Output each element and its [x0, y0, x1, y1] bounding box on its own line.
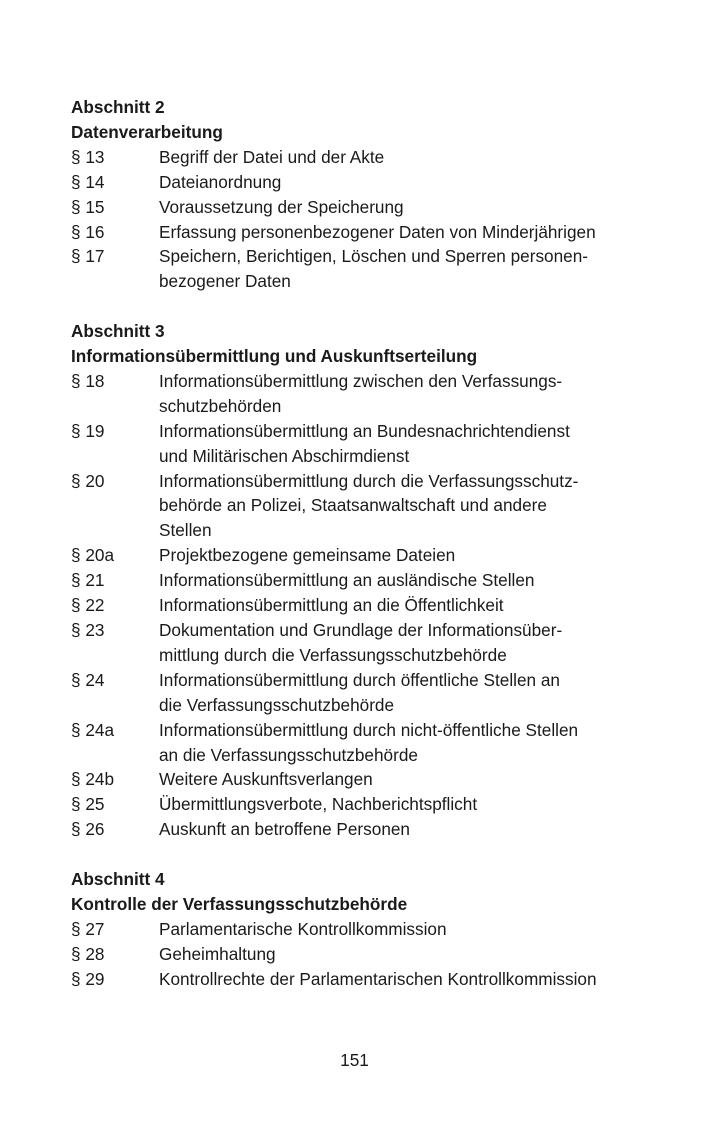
- toc-entry: [71, 369, 651, 419]
- paragraph-title: Informationsübermittlung an Bundesnachrichtendienst und Militärischen Abschirmdienst: [159, 420, 570, 466]
- paragraph-title: Weitere Auskunftsverlangen: [159, 769, 373, 790]
- paragraph-title: Informationsübermittlung zwischen den Verfassungs- schutzbehörden: [159, 370, 563, 416]
- paragraph-title: Projektbezogene gemeinsame Dateien: [159, 545, 456, 566]
- toc-entry: [71, 568, 651, 593]
- toc-entry: [71, 792, 651, 817]
- paragraph-number: § 24: [71, 669, 105, 690]
- paragraph-title: Dokumentation und Grundlage der Informationsüber- mittlung durch die Verfassungsschutzbehörde: [159, 620, 563, 665]
- paragraph-number: § 18: [71, 370, 105, 391]
- table-of-contents: [71, 95, 651, 992]
- paragraph-number: § 23: [71, 620, 105, 641]
- paragraph-number: § 14: [71, 171, 105, 192]
- paragraph-number: § 29: [71, 968, 105, 989]
- paragraph-title: Speichern, Berichtigen, Löschen und Sperren personen- bezogener Daten: [159, 246, 589, 292]
- paragraph-title: Übermittlungsverbote, Nachberichtspflicht: [159, 794, 478, 815]
- toc-entry: [71, 967, 651, 992]
- toc-entry: [71, 618, 651, 668]
- toc-entry: [71, 942, 651, 967]
- section-label: Abschnitt 4: [71, 869, 165, 890]
- paragraph-title: Geheimhaltung: [159, 943, 276, 964]
- toc-entry: [71, 244, 651, 294]
- paragraph-title: Informationsübermittlung durch die Verfassungsschutz- behörde an Polizei, Staatsanwaltschaft und andere Stellen: [159, 470, 579, 541]
- toc-entry: [71, 917, 651, 942]
- toc-entry: [71, 195, 651, 220]
- paragraph-number: § 16: [71, 221, 105, 242]
- section-title: Kontrolle der Verfassungsschutzbehörde: [71, 893, 408, 914]
- toc-entry: [71, 718, 651, 768]
- paragraph-number: § 28: [71, 943, 105, 964]
- toc-entry: [71, 767, 651, 792]
- toc-entry: [71, 593, 651, 618]
- paragraph-number: § 27: [71, 918, 105, 939]
- toc-entry: [71, 419, 651, 469]
- paragraph-number: § 20: [71, 470, 105, 491]
- paragraph-number: § 15: [71, 196, 105, 217]
- paragraph-number: § 13: [71, 146, 105, 167]
- section-title: Informationsübermittlung und Auskunftserteilung: [71, 346, 478, 367]
- section-label: Abschnitt 3: [71, 321, 165, 342]
- paragraph-title: Informationsübermittlung an ausländische Stellen: [159, 570, 535, 591]
- toc-section: [71, 867, 651, 992]
- paragraph-number: § 22: [71, 595, 105, 616]
- paragraph-title: Parlamentarische Kontrollkommission: [159, 918, 447, 939]
- paragraph-number: § 19: [71, 420, 105, 441]
- paragraph-number: § 24a: [71, 719, 115, 740]
- paragraph-number: § 21: [71, 570, 105, 591]
- page-number: 151: [340, 1050, 369, 1070]
- paragraph-title: Erfassung personenbezogener Daten von Minderjährigen: [159, 221, 596, 242]
- paragraph-title: Auskunft an betroffene Personen: [159, 819, 410, 840]
- toc-entry: [71, 220, 651, 245]
- paragraph-title: Informationsübermittlung an die Öffentlichkeit: [159, 595, 504, 616]
- paragraph-title: Kontrollrechte der Parlamentarischen Kontrollkommission: [159, 968, 597, 989]
- paragraph-number: § 17: [71, 246, 105, 267]
- paragraph-title: Voraussetzung der Speicherung: [159, 196, 404, 217]
- section-title: Datenverarbeitung: [71, 121, 223, 142]
- toc-section: [71, 95, 651, 294]
- toc-entry: [71, 145, 651, 170]
- toc-entry: [71, 668, 651, 718]
- toc-entry: [71, 817, 651, 842]
- paragraph-title: Informationsübermittlung durch nicht-öffentliche Stellen an die Verfassungsschutzbehörde: [159, 719, 579, 765]
- toc-section: [71, 319, 651, 842]
- paragraph-number: § 26: [71, 819, 105, 840]
- toc-entry: [71, 469, 651, 544]
- paragraph-number: § 25: [71, 794, 105, 815]
- paragraph-number: § 24b: [71, 769, 115, 790]
- paragraph-title: Begriff der Datei und der Akte: [159, 146, 385, 167]
- toc-entry: [71, 543, 651, 568]
- paragraph-title: Informationsübermittlung durch öffentliche Stellen an die Verfassungsschutzbehörde: [159, 669, 560, 715]
- section-label: Abschnitt 2: [71, 97, 165, 117]
- paragraph-title: Dateianordnung: [159, 171, 282, 192]
- toc-entry: [71, 170, 651, 195]
- paragraph-number: § 20a: [71, 545, 115, 566]
